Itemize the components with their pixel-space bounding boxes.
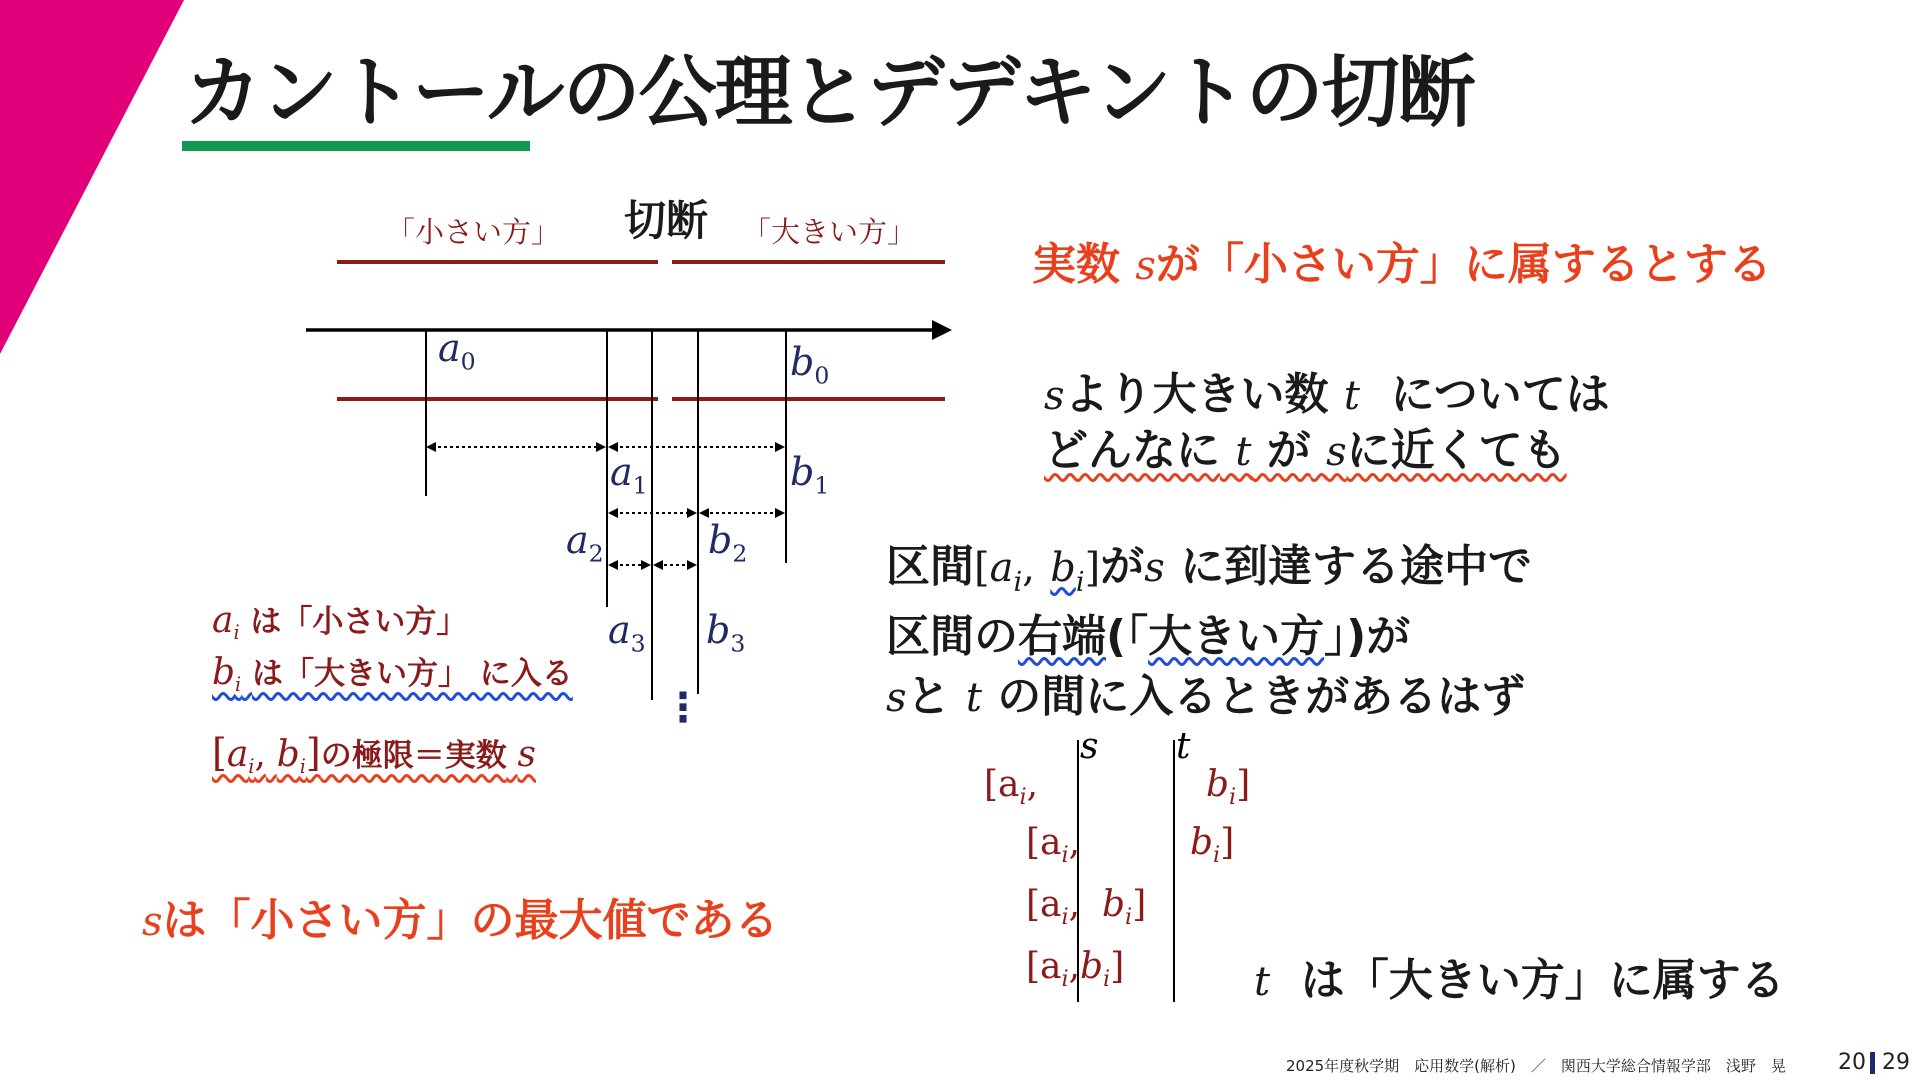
- footer-course: 2025年度秋学期 応用数学(解析) ／ 関西大学総合情報学部 浅野 晃: [1286, 1057, 1786, 1075]
- interval-row-4-end: $b_i$]: [1080, 946, 1125, 993]
- page-total: 29: [1882, 1050, 1910, 1075]
- paragraph-line2: 区間の右端(「大きい方」)が: [886, 611, 1411, 662]
- point-a3: $a_3$: [608, 608, 646, 658]
- page-title: カントールの公理とデデキントの切断: [184, 48, 1474, 138]
- interval-row-2: [$a_i$,: [1026, 822, 1081, 869]
- page-number: 20: [1838, 1050, 1866, 1075]
- paragraph-line1: 区間[$a_i$, $b_i$]がs に到達する途中で: [886, 541, 1533, 598]
- page-separator: [1870, 1052, 1875, 1074]
- statement-line2: どんなに t が sに近くても: [1044, 425, 1567, 476]
- ai-note: $a_i$ は「小さい方」: [212, 600, 468, 645]
- statement-line1: sより大きい数 t については: [1044, 369, 1610, 420]
- interval-row-1-end: $b_i$]: [1206, 764, 1251, 811]
- assumption-heading: 実数 sが「小さい方」に属するとする: [1032, 239, 1772, 290]
- bi-note: $b_i$ は「大きい方」 に入る: [212, 652, 573, 697]
- t-marker-label: t: [1176, 726, 1191, 767]
- small-side-label: 「小さい方」: [386, 215, 561, 249]
- number-line-arrowhead: [932, 320, 952, 340]
- final-statement: t は「大きい方」に属する: [1254, 955, 1785, 1006]
- point-b2: $b_2$: [708, 518, 748, 568]
- cut-label: 切断: [624, 196, 709, 245]
- conclusion-note: sは「小さい方」の最大値である: [142, 895, 779, 946]
- large-side-label: 「大きい方」: [742, 215, 917, 249]
- point-b0: $b_0$: [790, 340, 830, 390]
- limit-note: [$a_i$, $b_i$]の極限＝実数 s: [212, 731, 537, 779]
- interval-row-1: [$a_i$,: [984, 764, 1039, 811]
- paragraph-line3: sと t の間に入るときがあるはず: [886, 671, 1526, 722]
- interval-row-4: [$a_i$,: [1026, 946, 1081, 993]
- interval-row-3-end: $b_i$]: [1102, 884, 1147, 931]
- point-a1: $a_1$: [610, 450, 648, 500]
- point-a0: $a_0$: [438, 326, 476, 376]
- point-b1: $b_1$: [790, 450, 830, 500]
- s-marker-label: s: [1080, 726, 1099, 767]
- continuation-dots: ⋮: [663, 685, 703, 731]
- interval-row-3: [$a_i$,: [1026, 884, 1081, 931]
- title-underline: [182, 141, 530, 151]
- point-a2: $a_2$: [566, 518, 604, 568]
- interval-row-2-end: $b_i$]: [1190, 822, 1235, 869]
- magenta-corner-shape: [0, 0, 184, 354]
- point-b3: $b_3$: [706, 608, 746, 658]
